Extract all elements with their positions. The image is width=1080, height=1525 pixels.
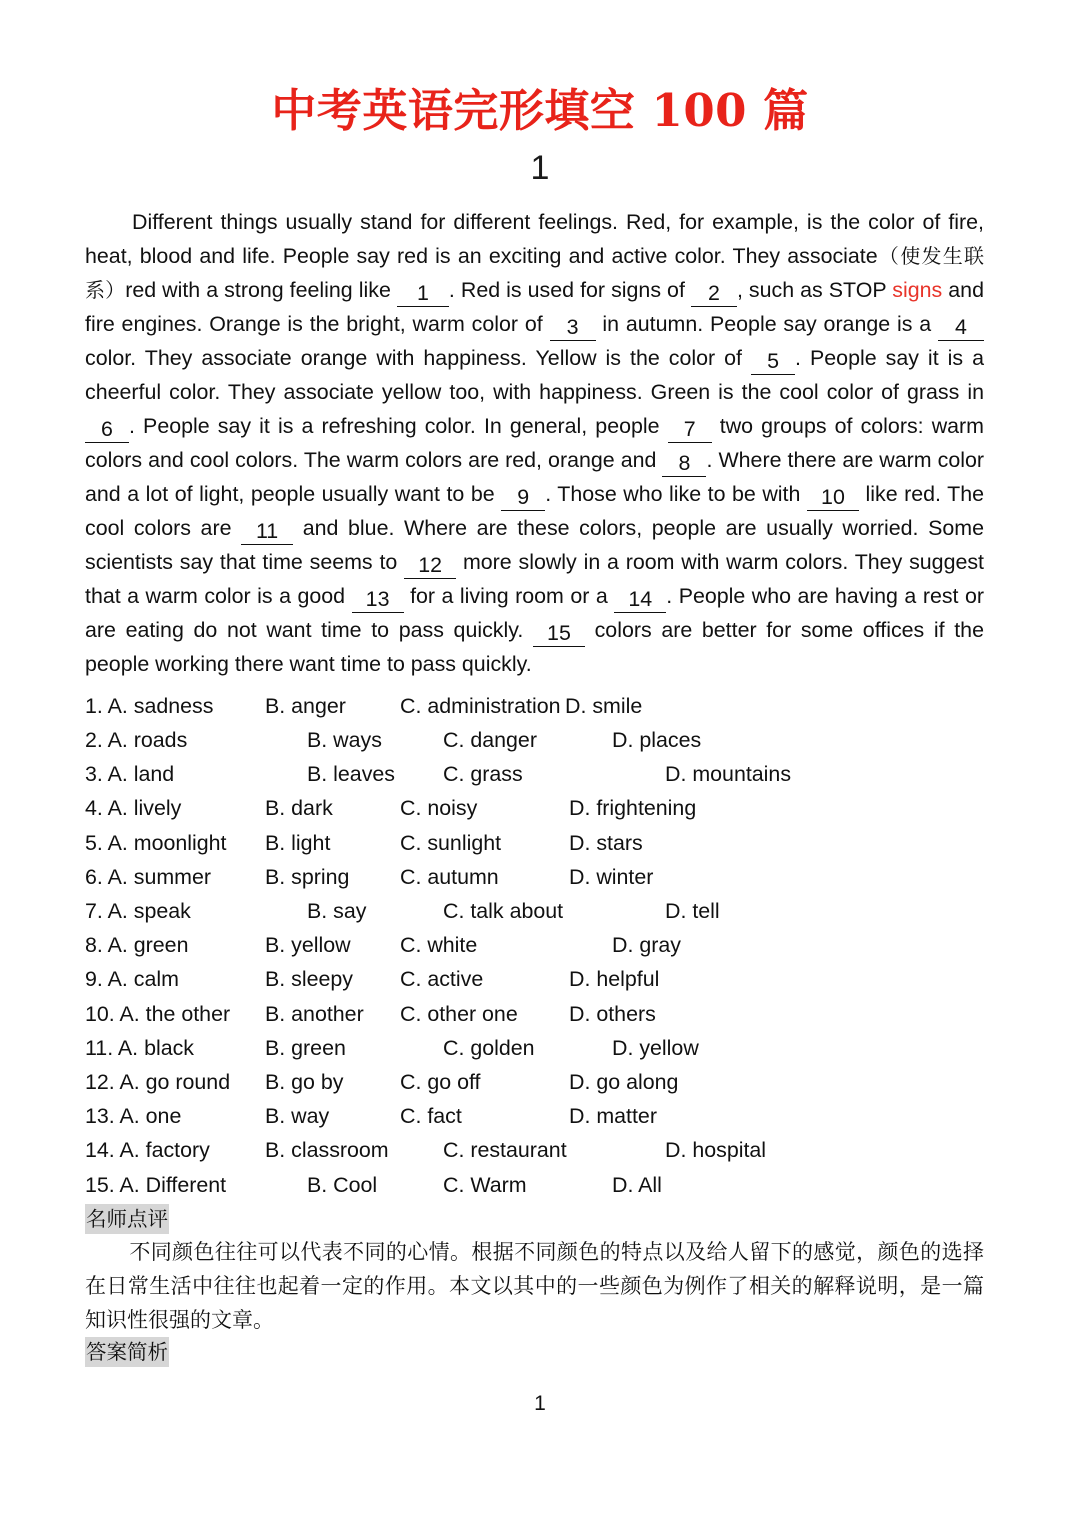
option-d[interactable]: D. gray (612, 933, 681, 958)
option-a[interactable]: 8. A. green (85, 933, 189, 958)
option-b[interactable]: B. another (265, 1001, 364, 1026)
option-row (85, 1168, 1080, 1202)
passage-text-1: Different things usually stand for different feelings. Red, for example, is the color of fire, heat, blood and life. People say red is an exciting and active color. They associate (85, 209, 984, 268)
option-c[interactable]: C. administration (400, 693, 561, 718)
passage-text-2: red with a strong feeling like (125, 277, 391, 302)
option-d[interactable]: D. winter (569, 864, 654, 889)
option-c[interactable]: C. talk about (443, 899, 564, 924)
passage-text-4: , such as STOP (736, 277, 887, 302)
page-number: 1 (534, 1392, 546, 1415)
option-a[interactable]: 5. A. moonlight (85, 830, 227, 855)
option-c[interactable]: C. other one (400, 1001, 518, 1026)
option-d[interactable]: D. yellow (612, 1035, 699, 1060)
option-row (85, 928, 1080, 962)
option-a[interactable]: 3. A. land (85, 762, 175, 787)
option-row (85, 757, 1080, 791)
option-b[interactable]: B. say (307, 899, 367, 924)
blank-12[interactable]: 12 (404, 552, 456, 579)
option-b[interactable]: B. anger (265, 693, 346, 718)
passage-text-11: . Where there are warm color and a lot of light, people usually want to be (85, 447, 984, 506)
option-b[interactable]: B. sleepy (265, 967, 353, 992)
option-c[interactable]: C. autumn (400, 864, 499, 889)
option-b[interactable]: B. leaves (307, 762, 395, 787)
option-b[interactable]: B. ways (307, 728, 382, 753)
blank-14[interactable]: 14 (614, 586, 666, 613)
option-d[interactable]: D. places (612, 728, 702, 753)
options-list (0, 681, 1080, 1202)
option-d[interactable]: D. others (569, 1001, 656, 1026)
option-d[interactable]: D. helpful (569, 967, 660, 992)
commentary-heading: 名师点评 (85, 1204, 169, 1234)
page-title: 中考英语完形填空 100 篇 (271, 84, 809, 137)
passage-text-17: . People who are having a rest or are eating do not want time to pass quickly. (85, 583, 984, 642)
commentary-paragraph (85, 1234, 984, 1337)
option-b[interactable]: B. spring (265, 864, 350, 889)
passage-text-9: . People say it is a refreshing color. In general, people (129, 413, 660, 438)
option-a[interactable]: 10. A. the other (85, 1001, 231, 1026)
passage-text-14: and blue. Where are these colors, people are usually worried. Some scientists say that time seems to (85, 515, 984, 574)
option-b[interactable]: B. dark (265, 796, 333, 821)
passage-number: 1 (530, 148, 550, 187)
option-row (85, 791, 1080, 825)
option-a[interactable]: 7. A. speak (85, 899, 191, 924)
option-c[interactable]: C. active (400, 967, 484, 992)
option-c[interactable]: C. sunlight (400, 830, 502, 855)
passage-text-16: for a living room or a (410, 583, 608, 608)
option-c[interactable]: C. golden (443, 1035, 535, 1060)
option-b[interactable]: B. classroom (265, 1138, 389, 1163)
option-d[interactable]: D. frightening (569, 796, 697, 821)
option-row (85, 894, 1080, 928)
option-d[interactable]: D. All (612, 1172, 662, 1197)
option-a[interactable]: 14. A. factory (85, 1138, 210, 1163)
option-row (85, 962, 1080, 996)
option-d[interactable]: D. hospital (665, 1138, 767, 1163)
option-b[interactable]: B. yellow (265, 933, 351, 958)
option-a[interactable]: 12. A. go round (85, 1069, 231, 1094)
passage-body (0, 187, 1080, 681)
option-a[interactable]: 9. A. calm (85, 967, 179, 992)
highlighted-word-signs: signs (892, 277, 943, 302)
option-a[interactable]: 13. A. one (85, 1104, 182, 1129)
blank-9[interactable]: 9 (501, 484, 545, 511)
option-c[interactable]: C. danger (443, 728, 537, 753)
option-c[interactable]: C. white (400, 933, 478, 958)
passage-text-3: . Red is used for signs of (448, 277, 685, 302)
option-a[interactable]: 6. A. summer (85, 864, 212, 889)
option-d[interactable]: D. mountains (665, 762, 792, 787)
blank-2[interactable]: 2 (691, 280, 737, 307)
blank-15[interactable]: 15 (533, 620, 585, 647)
option-b[interactable]: B. light (265, 830, 331, 855)
option-b[interactable]: B. Cool (307, 1172, 378, 1197)
option-row (85, 1065, 1080, 1099)
option-b[interactable]: B. way (265, 1104, 330, 1129)
blank-13[interactable]: 13 (352, 586, 404, 613)
option-a[interactable]: 2. A. roads (85, 728, 188, 753)
blank-5[interactable]: 5 (751, 348, 795, 375)
option-d[interactable]: D. tell (665, 899, 720, 924)
option-c[interactable]: C. noisy (400, 796, 478, 821)
blank-11[interactable]: 11 (241, 518, 293, 545)
passage-text-15: more slowly in a room with warm colors. They suggest that a warm color is a good (85, 549, 985, 608)
option-b[interactable]: B. green (265, 1035, 346, 1060)
option-c[interactable]: C. grass (443, 762, 523, 787)
option-row (85, 860, 1080, 894)
option-row (85, 723, 1080, 757)
answers-heading: 答案简析 (85, 1337, 169, 1367)
option-a[interactable]: 11. A. black (85, 1035, 194, 1060)
option-row (85, 826, 1080, 860)
blank-4[interactable]: 4 (938, 314, 984, 341)
passage-text-7: color. They associate orange with happiness. Yellow is the color of (85, 345, 743, 370)
passage-text-5: and fire engines. Orange is the bright, warm color of (85, 277, 984, 336)
blank-7[interactable]: 7 (668, 416, 712, 443)
option-a[interactable]: 15. A. Different (85, 1172, 227, 1197)
blank-8[interactable]: 8 (662, 450, 706, 477)
option-row (85, 1031, 1080, 1065)
option-d[interactable]: D. matter (569, 1104, 657, 1129)
option-c[interactable]: C. Warm (443, 1172, 527, 1197)
blank-3[interactable]: 3 (550, 314, 596, 341)
option-d[interactable]: D. stars (569, 830, 643, 855)
commentary-block (0, 1202, 1080, 1367)
option-d[interactable]: D. smile (565, 693, 643, 718)
passage-text-10: two groups of colors: warm colors and cool colors. The warm colors are red, orange and (85, 413, 984, 472)
chinese-gloss: （使发生联系） (85, 243, 984, 302)
option-b[interactable]: B. go by (265, 1069, 344, 1094)
passage-text-12: . Those who like to be with (545, 481, 801, 506)
option-row (85, 997, 1080, 1031)
passage-text-6: in autumn. People say orange is a (602, 311, 932, 336)
option-a[interactable]: 4. A. lively (85, 796, 182, 821)
option-c[interactable]: C. go off (400, 1069, 481, 1094)
blank-6[interactable]: 6 (85, 416, 129, 443)
option-row (85, 689, 1080, 723)
passage-text-8: . People say it is a cheerful color. They associate yellow too, with happiness. Green is the cool color of grass in (85, 345, 985, 404)
option-a[interactable]: 1. A. sadness (85, 693, 214, 718)
option-c[interactable]: C. restaurant (443, 1138, 567, 1163)
commentary-text: 不同颜色往往可以代表不同的心情。根据不同颜色的特点以及给人留下的感觉，颜色的选择在日常生活中往往也起着一定的作用。本文以其中的一些颜色为例作了相关的解释说明，是一篇知识性很强的文章。 (85, 1239, 984, 1332)
option-row (85, 1133, 1080, 1167)
passage-text-13: like red. The cool colors are (85, 481, 984, 540)
blank-1[interactable]: 1 (397, 280, 449, 307)
passage-text-18: colors are better for some offices if the people working there want time to pass quickly. (85, 617, 984, 676)
option-row (85, 1099, 1080, 1133)
blank-10[interactable]: 10 (807, 484, 859, 511)
option-c[interactable]: C. fact (400, 1104, 462, 1129)
option-d[interactable]: D. go along (569, 1069, 679, 1094)
